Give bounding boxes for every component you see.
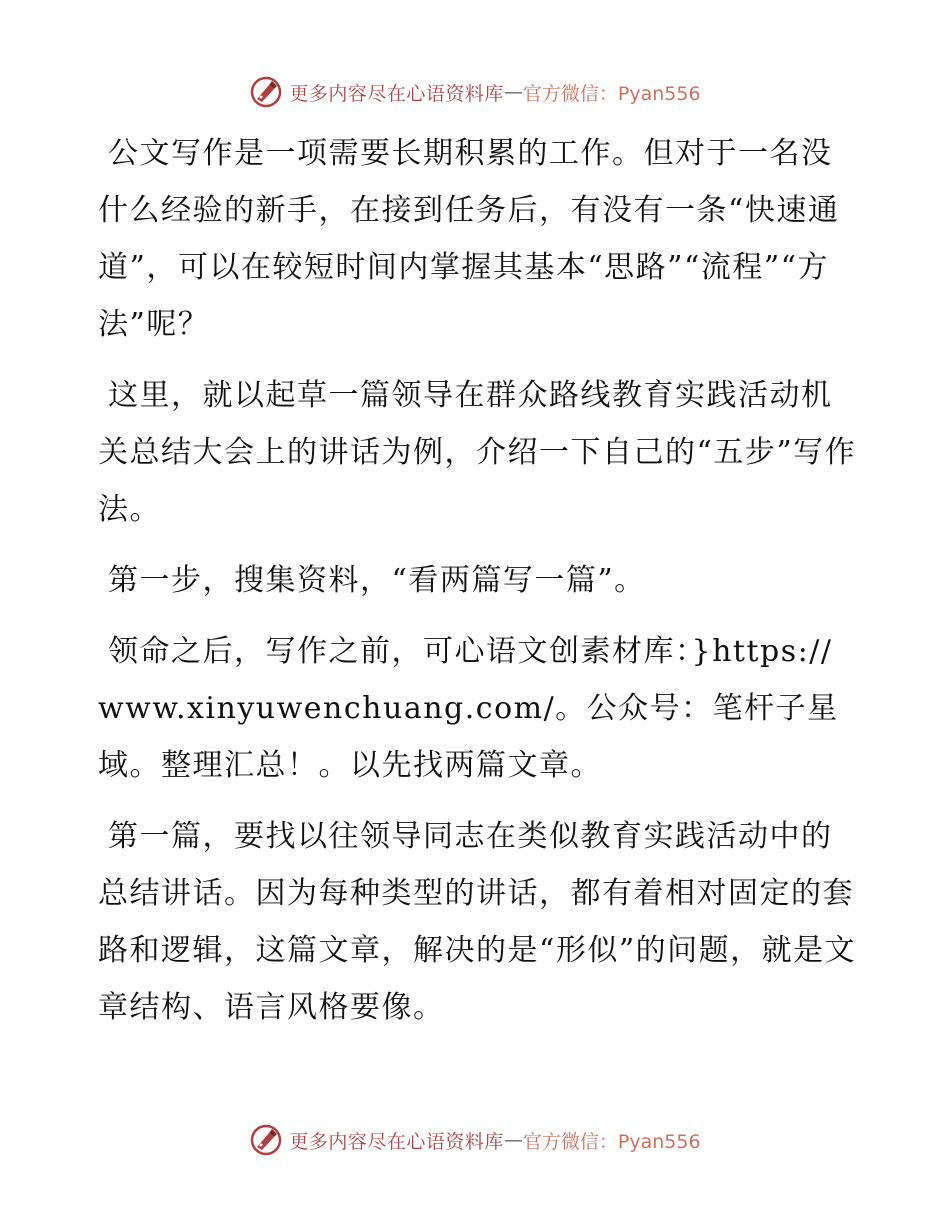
pen-logo-icon: [249, 1123, 283, 1157]
document-body: [98, 125, 858, 1050]
banner-separator: —: [503, 1129, 523, 1151]
pen-logo-icon: [249, 75, 283, 109]
paragraph-5: 第一篇，要找以往领导同志在类似教育实践活动中的总结讲话。因为每种类型的讲话，都有着相对固定的套路和逻辑，这篇文章，解决的是“形似”的问题，就是文章结构、语言风格要像。: [98, 819, 857, 1025]
header-banner: [0, 72, 950, 112]
banner-contact: 官方微信：Pyan556: [522, 82, 701, 105]
paragraph-2: 这里，就以起草一篇领导在群众路线教育实践活动机关总结大会上的讲话为例，介绍一下自己的“五步”写作法。: [98, 378, 857, 527]
paragraph-3: 第一步，搜集资料，“看两篇写一篇”。: [108, 563, 646, 598]
paragraph-1: 公文写作是一项需要长期积累的工作。但对于一名没什么经验的新手，在接到任务后，有没有一条“快速通道”，可以在较短时间内掌握其基本“思路”“流程”“方法”呢？: [98, 136, 840, 342]
banner-text: 更多内容尽在心语资料库: [289, 82, 504, 105]
banner-separator: —: [503, 81, 523, 103]
banner-text: 更多内容尽在心语资料库: [289, 1130, 504, 1153]
footer-banner: [0, 1120, 950, 1160]
banner-contact: 官方微信：Pyan556: [522, 1130, 701, 1153]
paragraph-4: 领命之后，写作之前，可心语文创素材库：}https://www.xinyuwenchuang.com/。公众号：笔杆子星域。整理汇总！。以先找两篇文章。: [98, 634, 839, 783]
